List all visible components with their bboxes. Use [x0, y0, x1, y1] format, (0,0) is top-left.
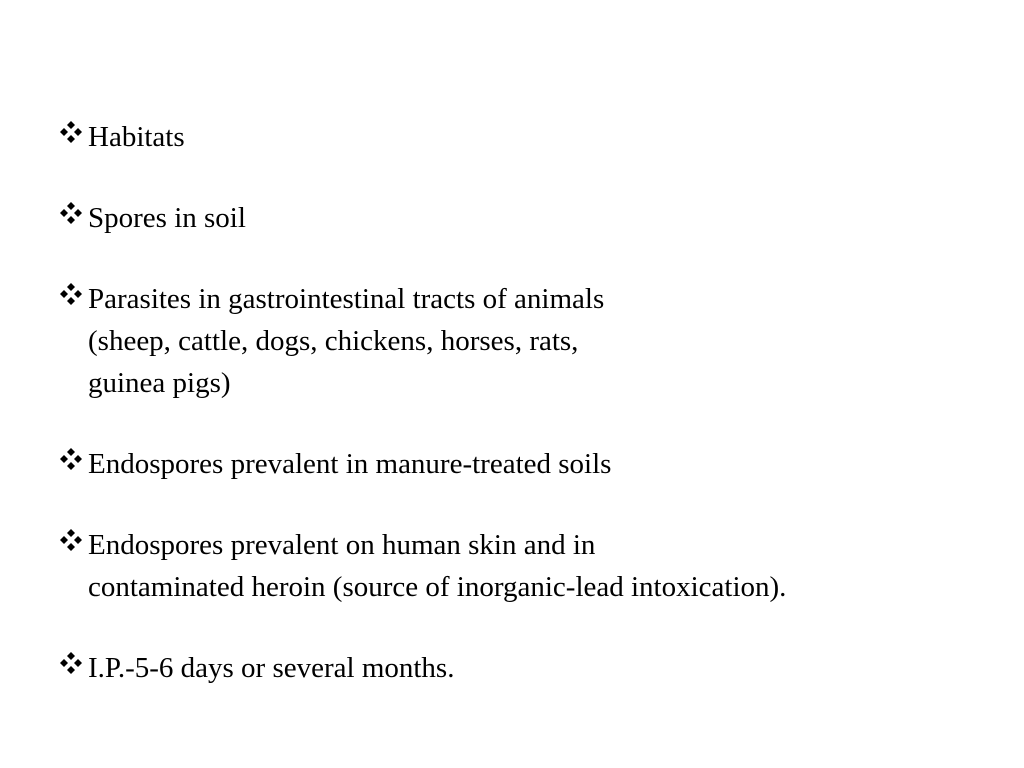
bullet-item-spores	[59, 197, 979, 239]
bullet-text-line: Habitats	[88, 121, 185, 153]
bullet-item-incubation-period	[59, 647, 979, 689]
bullet-text-line: contaminated heroin (source of inorganic-lead intoxication).	[88, 571, 787, 603]
bullet-text-line: I.P.-5-6 days or several months.	[88, 652, 455, 684]
bullet-text-line: Parasites in gastrointestinal tracts of animals	[88, 283, 605, 315]
diamond-four-bullet-icon	[59, 447, 83, 471]
bullet-list	[59, 116, 979, 689]
diamond-four-bullet-icon	[59, 120, 83, 144]
bullet-item-endospores-skin	[59, 524, 979, 608]
bullet-item-habitats	[59, 116, 979, 158]
bullet-text-line: Endospores prevalent on human skin and in	[88, 529, 596, 561]
bullet-text-line: Spores in soil	[88, 202, 246, 234]
diamond-four-bullet-icon	[59, 282, 83, 306]
diamond-four-bullet-icon	[59, 651, 83, 675]
bullet-item-endospores-soils	[59, 443, 979, 485]
diamond-four-bullet-icon	[59, 201, 83, 225]
bullet-item-parasites	[59, 278, 979, 404]
bullet-text-line: Endospores prevalent in manure-treated soils	[88, 448, 612, 480]
bullet-text-line: (sheep, cattle, dogs, chickens, horses, rats,	[88, 325, 579, 357]
bullet-text-line: guinea pigs)	[88, 367, 231, 399]
diamond-four-bullet-icon	[59, 528, 83, 552]
